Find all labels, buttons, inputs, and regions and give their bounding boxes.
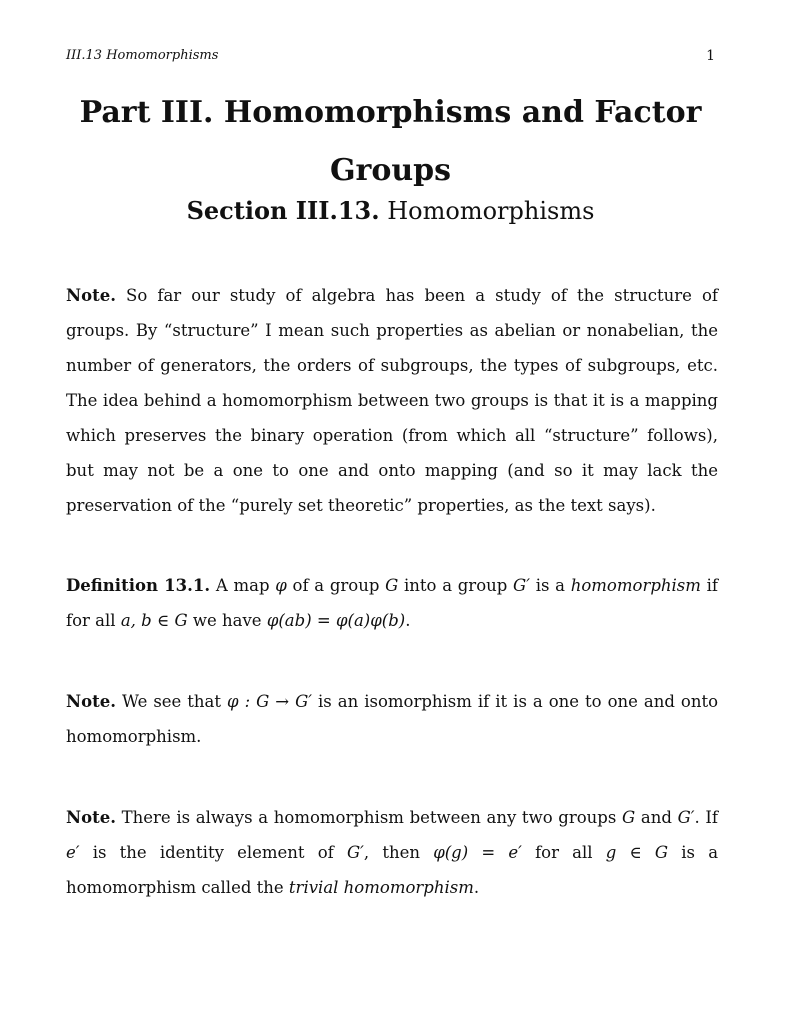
definition-text: is a	[535, 576, 565, 595]
note-text: . If	[694, 808, 719, 827]
math-symbol: G	[622, 808, 636, 827]
math-symbol: G	[174, 611, 188, 630]
math-equation: φ(g) = e′	[433, 843, 522, 862]
math-symbol: G	[385, 576, 399, 595]
note-paragraph-3	[66, 800, 718, 905]
defined-term: trivial homomorphism	[288, 878, 474, 897]
note-text: and	[640, 808, 672, 827]
math-equation: φ(ab) = φ(a)φ(b)	[266, 611, 406, 630]
note-text: is the identity element of	[92, 843, 334, 862]
note-text: is a homomorphism called the	[66, 843, 719, 897]
math-symbol: e′	[66, 843, 80, 862]
definition-text: into a group	[404, 576, 508, 595]
running-header-title: III.13 Homomorphisms	[66, 48, 219, 63]
note-text: , then	[363, 843, 420, 862]
note-text: We see that	[121, 692, 222, 711]
definition-text: we have	[192, 611, 262, 630]
note-paragraph-1	[66, 278, 718, 523]
math-symbol: ∈	[629, 843, 642, 862]
note-text: So far our study of algebra has been a study of the structure of groups. By “structure” I mean such properties as abelian or nonabelian, the number of generators, the orders of subgroups, the types of subgroups, etc. The idea behind a homomorphism between two groups is that it is a mapping which preserves the binary operation (from which all “structure” follows), but may not be a one to one and onto mapping (and so it may lack the preservation of the “purely set theoretic” properties, as the text says).	[66, 286, 718, 515]
definition-text: of a group	[292, 576, 380, 595]
math-symbol: ∈	[156, 611, 170, 630]
section-heading	[0, 196, 781, 225]
math-symbol: G′	[677, 808, 695, 827]
part-title: Part III. Homomorphisms and Factor Groups	[79, 95, 702, 188]
note-label: Note.	[66, 286, 116, 305]
note-paragraph-2	[66, 684, 718, 754]
note-label: Note.	[66, 692, 116, 711]
math-symbol: G′	[346, 843, 364, 862]
math-symbol: G′	[513, 576, 530, 595]
definition-text: .	[405, 611, 411, 630]
definition-13-1	[66, 568, 718, 638]
defined-term: homomorphism	[570, 576, 701, 595]
math-symbol: φ	[275, 576, 287, 595]
math-symbol: G	[654, 843, 669, 862]
section-number: Section III.13.	[186, 196, 380, 225]
math-symbol: a, b	[120, 611, 152, 630]
math-equation: φ : G → G′	[227, 692, 313, 711]
section-title: Homomorphisms	[387, 197, 595, 225]
note-text: .	[473, 878, 480, 897]
definition-label: Definition 13.1.	[66, 576, 211, 595]
note-text: for all	[535, 843, 593, 862]
note-text: There is always a homomorphism between any two groups	[121, 808, 617, 827]
definition-text: if for all	[66, 576, 719, 630]
page-number: 1	[706, 48, 715, 64]
note-text: is an isomorphism if it is a one to one and onto homomorphism.	[66, 692, 719, 746]
math-symbol: g	[605, 843, 617, 862]
definition-text: A map	[215, 576, 270, 595]
note-label: Note.	[66, 808, 116, 827]
